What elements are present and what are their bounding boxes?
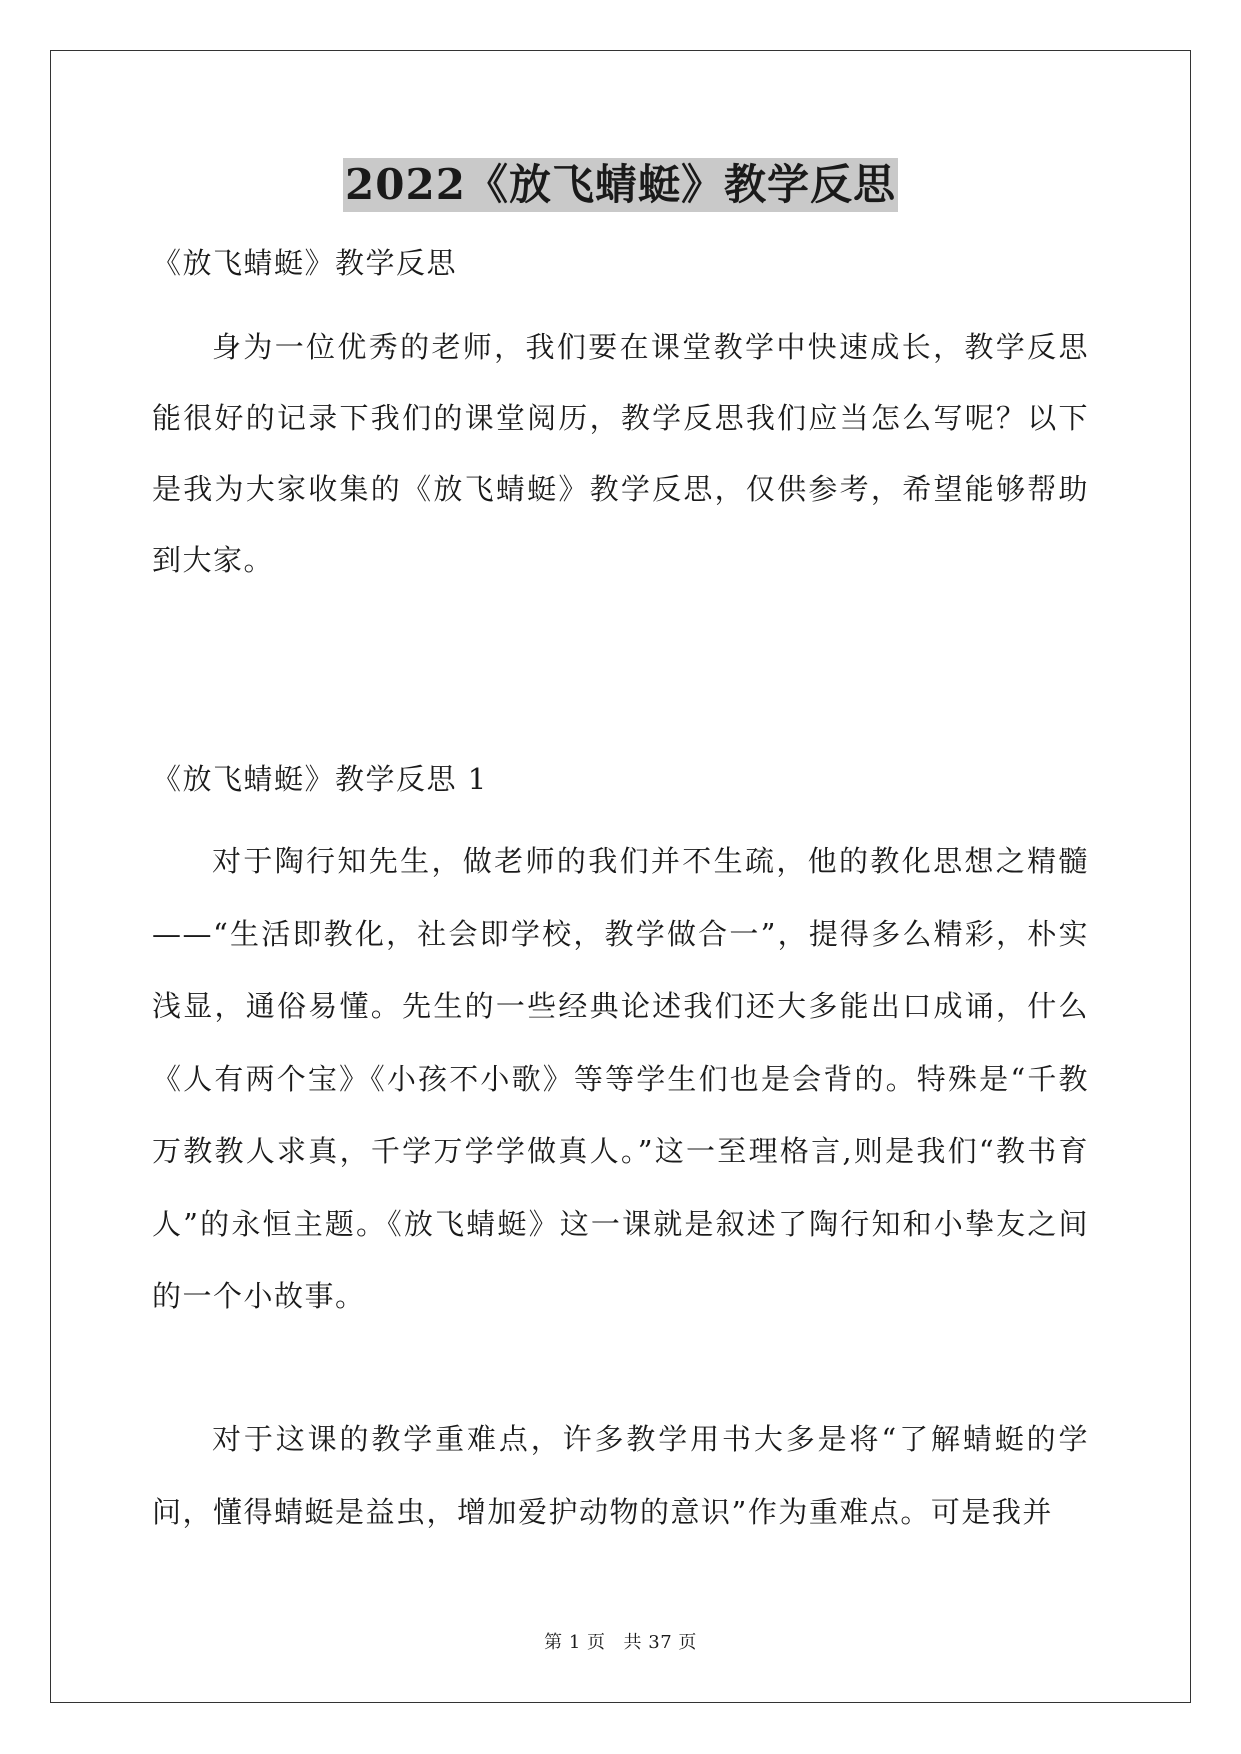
section-paragraph-2: 对于这课的教学重难点，许多教学用书大多是将“了解蜻蜓的学问，懂得蜻蜓是益虫，增加爱护动物的意识”作为重难点。可是我并 bbox=[152, 1422, 1089, 1529]
section-paragraph-1: 对于陶行知先生，做老师的我们并不生疏，他的教化思想之精髓——“生活即教化，社会即学校，教学做合一”，提得多么精彩，朴实浅显，通俗易懂。先生的一些经典论述我们还大多能出口成诵，什么《人有两个宝》《小孩不小歌》等等学生们也是会背的。特殊是“千教万教教人求真，千学万学学做真人。”这一至理格言,则是我们“教书育人”的永恒主题。《放飞蜻蜓》这一课就是叙述了陶行知和小挚友之间的一个小故事。 bbox=[152, 844, 1089, 1313]
intro-paragraph: 身为一位优秀的老师，我们要在课堂教学中快速成长，教学反思能很好的记录下我们的课堂阅历，教学反思我们应当怎么写呢？以下是我为大家收集的《放飞蜻蜓》教学反思，仅供参考，希望能够帮助到大家。 bbox=[152, 330, 1089, 577]
document-title: 2022《放飞蜻蜓》教学反思 bbox=[343, 158, 898, 212]
section-heading: 《放飞蜻蜓》教学反思 1 bbox=[152, 762, 488, 796]
page-number: 第 1 页 bbox=[544, 1632, 606, 1653]
page-footer bbox=[0, 1628, 1241, 1654]
page-total: 共 37 页 bbox=[623, 1632, 697, 1653]
title-container bbox=[0, 158, 1241, 212]
document-subtitle: 《放飞蜻蜓》教学反思 bbox=[152, 246, 458, 280]
